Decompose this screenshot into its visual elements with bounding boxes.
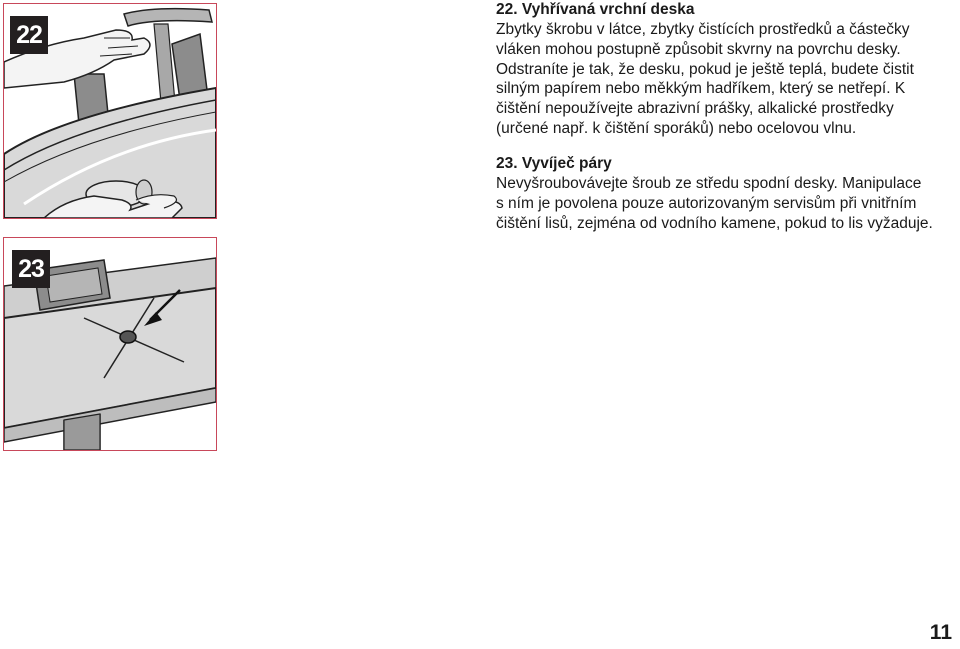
page-number: 11 (929, 621, 952, 644)
section-23-heading: 23. Vyvíječ páry (496, 155, 612, 172)
section-23 (496, 154, 956, 233)
section-23-line: Nevyšroubovávejte šroub ze středu spodní desky. Manipulace (496, 175, 922, 192)
section-22-line: čištění nepoužívejte abrazivní prášky, alkalické prostředky (496, 100, 894, 118)
section-22-line: vláken mohou postupně způsobit skvrny na povrchu desky. (496, 40, 901, 58)
section-23-line: čištění lisů, zejména od vodního kamene, pokud to lis vyžaduje. (496, 214, 933, 232)
section-22 (496, 0, 956, 139)
section-22-line: Odstraníte je tak, že desku, pokud je ještě teplá, budete čistit (496, 60, 914, 78)
figure-22 (3, 3, 217, 219)
figure-23-number-badge: 23 (12, 250, 50, 288)
figure-23 (3, 237, 217, 451)
section-22-line: (určené např. k čištění sporáků) nebo ocelovou vlnu. (496, 119, 857, 137)
section-22-heading: 22. Vyhřívaná vrchní deska (496, 1, 695, 18)
screw-icon (120, 331, 136, 343)
section-22-line: silným papírem nebo měkkým hadříkem, který se netřepí. K (496, 80, 906, 98)
section-23-line: s ním je povolena pouze autorizovaným servisům při vnitřním (496, 194, 917, 212)
figure-22-number-badge: 22 (10, 16, 48, 54)
section-22-line: Zbytky škrobu v látce, zbytky čistících prostředků a částečky (496, 21, 910, 38)
